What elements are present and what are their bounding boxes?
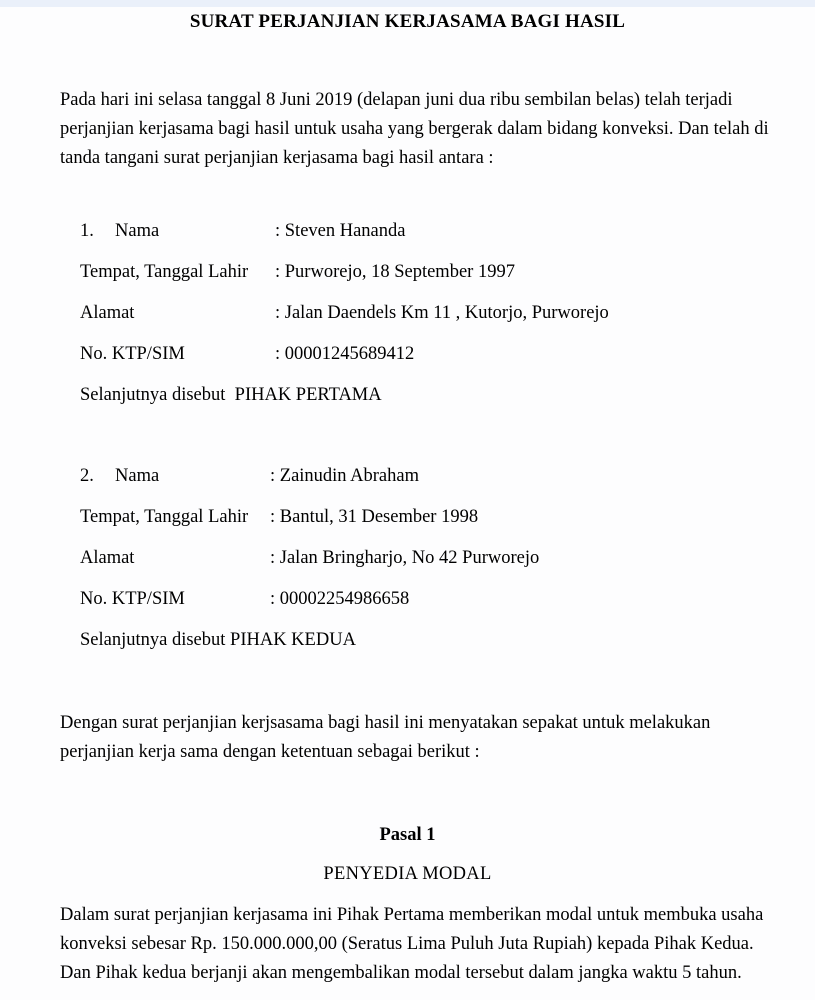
party-row-birth: [60, 507, 780, 548]
party-row-birth: [60, 262, 780, 303]
party-birth-value: : Bantul, 31 Desember 1998: [270, 507, 479, 527]
party-birth-label: Tempat, Tanggal Lahir: [80, 507, 249, 527]
party-address-label: Alamat: [80, 303, 135, 323]
party-address-label: Alamat: [80, 548, 135, 568]
agreement-paragraph: Dengan surat perjanjian kerjsasama bagi hasil ini menyatakan sepakat untuk melakukan perjanjian kerja sama dengan ketentuan sebagai berikut :: [60, 713, 711, 762]
party-id-label: No. KTP/SIM: [80, 344, 185, 364]
party-row-id: [60, 344, 780, 385]
party-designation-row: [60, 385, 780, 415]
party-row-address: [60, 303, 780, 344]
party-row-id: [60, 589, 780, 630]
party-id-label: No. KTP/SIM: [80, 589, 185, 609]
party-id-value: : 00001245689412: [275, 344, 415, 364]
intro-paragraph: Pada hari ini selasa tanggal 8 Juni 2019 (delapan juni dua ribu sembilan belas) telah terjadi perjanjian kerjasama bagi hasil untuk usaha yang bergerak dalam bidang konveksi. Dan telah di tanda tangani surat perjanjian kerjasama bagi hasil antara :: [60, 90, 769, 168]
party-designation: Selanjutnya disebut PIHAK PERTAMA: [80, 385, 382, 405]
party-row-name: [60, 221, 780, 262]
party-name-label: Nama: [115, 466, 160, 486]
party-address-value: : Jalan Bringharjo, No 42 Purworejo: [270, 548, 540, 568]
top-accent-strip: [0, 0, 815, 7]
article-number-heading: Pasal 1: [379, 825, 436, 845]
party-designation-row: [60, 630, 780, 660]
party-number: 2.: [80, 466, 94, 486]
party-row-address: [60, 548, 780, 589]
party-name-label: Nama: [115, 221, 160, 241]
party-block-first: [60, 221, 780, 415]
party-name-value: : Zainudin Abraham: [270, 466, 419, 486]
article-title-heading: PENYEDIA MODAL: [323, 864, 492, 884]
party-id-value: : 00002254986658: [270, 589, 410, 609]
party-birth-label: Tempat, Tanggal Lahir: [80, 262, 249, 282]
party-birth-value: : Purworejo, 18 September 1997: [275, 262, 515, 282]
party-number: 1.: [80, 221, 94, 241]
party-designation: Selanjutnya disebut PIHAK KEDUA: [80, 630, 356, 650]
party-address-value: : Jalan Daendels Km 11 , Kutorjo, Purworejo: [275, 303, 609, 323]
document-title: SURAT PERJANJIAN KERJASAMA BAGI HASIL: [189, 11, 626, 32]
party-name-value: : Steven Hananda: [275, 221, 406, 241]
article-body-paragraph: Dalam surat perjanjian kerjasama ini Pihak Pertama memberikan modal untuk membuka usaha konveksi sebesar Rp. 150.000.000,00 (Seratus Lima Puluh Juta Rupiah) kepada Pihak Kedua. Dan Pihak kedua berjanji akan mengembalikan modal tersebut dalam jangka waktu 5 tahun.: [60, 905, 764, 983]
party-row-name: [60, 466, 780, 507]
party-block-second: [60, 466, 780, 660]
document-page: [0, 7, 815, 1000]
